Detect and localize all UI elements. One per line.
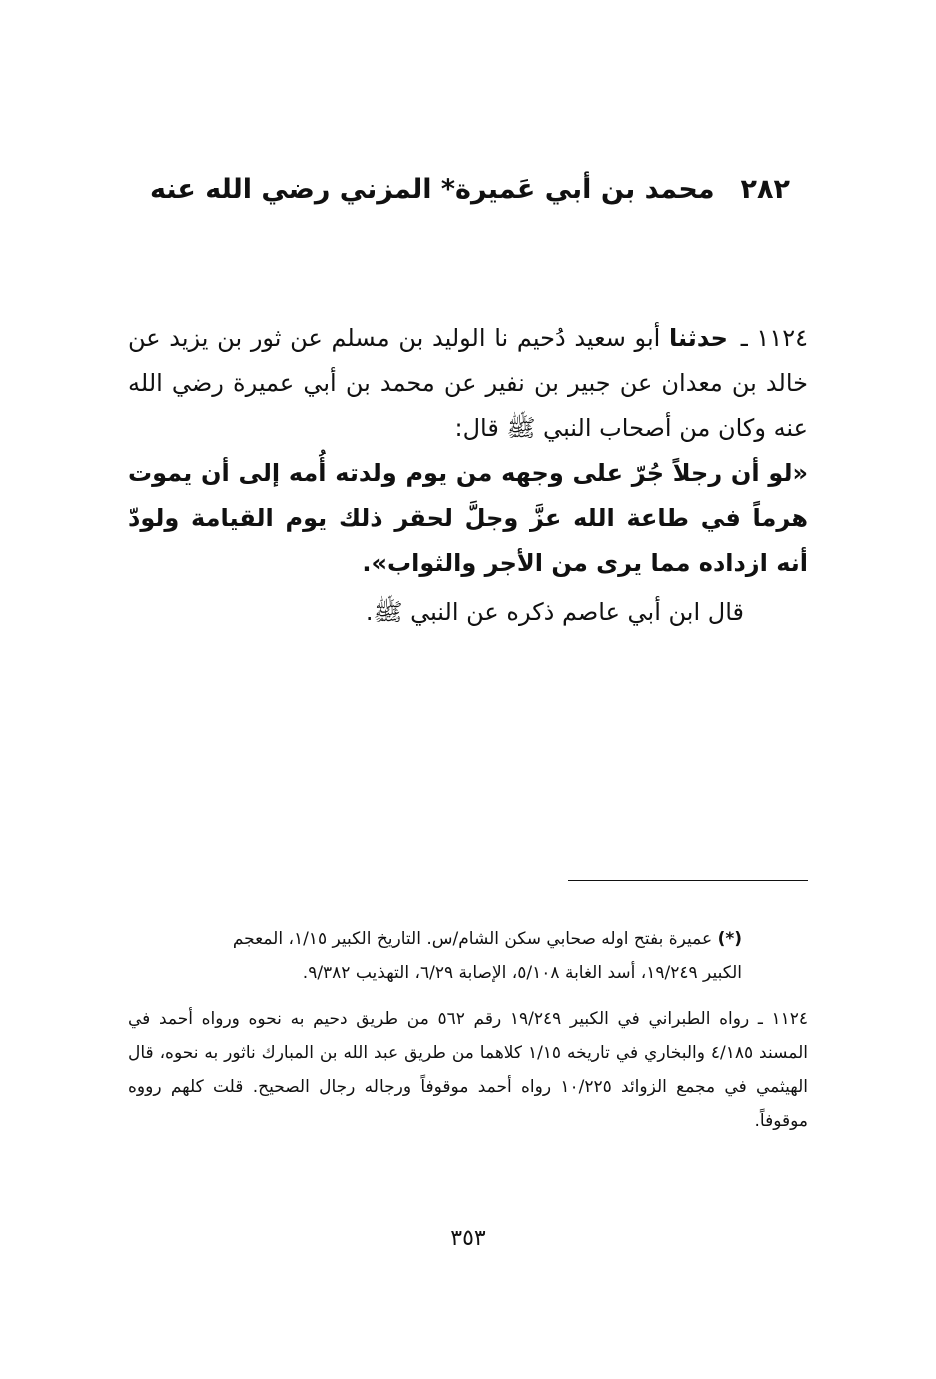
page-number: ٣٥٣ bbox=[450, 1226, 486, 1251]
hadith-matn: «لو أن رجلاً جُرّ على وجهه من يوم ولدته أُمه إلى أن يموت هرماً في طاعة الله عزَّ وجلَّ لحقر ذلك يوم القيامة ولودّ أنه ازداده مما يرى من الأجر والثواب». bbox=[128, 459, 808, 577]
footnote-star-text: عميرة بفتح اوله صحابي سكن الشام/س. bbox=[426, 929, 713, 949]
hadith-isnad-paragraph bbox=[128, 316, 808, 586]
hadith-isnad: أبو سعيد دُحيم نا الوليد بن مسلم عن ثور بن يزيد عن خالد بن معدان عن جبير بن نفير عن محمد بن أبي عميرة رضي الله عنه وكان من أصحاب النبي ﷺ قال: bbox=[128, 324, 808, 442]
hadith-body bbox=[128, 316, 808, 635]
footnote-star-references: التاريخ الكبير ١/١٥، المعجم الكبير ١٩/٢٤٩، أسد الغابة ٥/١٠٨، الإصابة ٦/٢٩، التهذيب ٩/٣٨٢. bbox=[232, 929, 742, 983]
footnote-separator bbox=[568, 880, 808, 881]
hadith-number: ١١٢٤ ـ bbox=[740, 324, 808, 352]
footnote-star bbox=[128, 922, 808, 990]
chapter-title-text: محمد بن أبي عَميرة* المزني رضي الله عنه bbox=[149, 174, 715, 205]
chapter-heading bbox=[120, 168, 820, 212]
footnote-hadith-1124: ١١٢٤ ـ رواه الطبراني في الكبير ١٩/٢٤٩ رقم ٥٦٢ من طريق دحيم به نحوه ورواه أحمد في المسند ٤/١٨٥ والبخاري في تاريخه ١/١٥ كلاهما من طريق عبد الله بن المبارك ناثور به نحوه، قال الهيثمي في مجمع الزوائد ١٠/٢٢٥ رواه أحمد موقوفاً ورجاله رجال الصحيح. قلت كلهم رووه موقوفاً. bbox=[128, 1009, 809, 1131]
chapter-number: ٢٨٢ bbox=[740, 174, 790, 205]
footnote-star-mark: (*) bbox=[717, 929, 742, 949]
footnotes bbox=[128, 922, 808, 1138]
hadith-lead-word: حدثنا bbox=[669, 324, 728, 352]
hadith-closing-remark: قال ابن أبي عاصم ذكره عن النبي ﷺ. bbox=[365, 598, 744, 626]
